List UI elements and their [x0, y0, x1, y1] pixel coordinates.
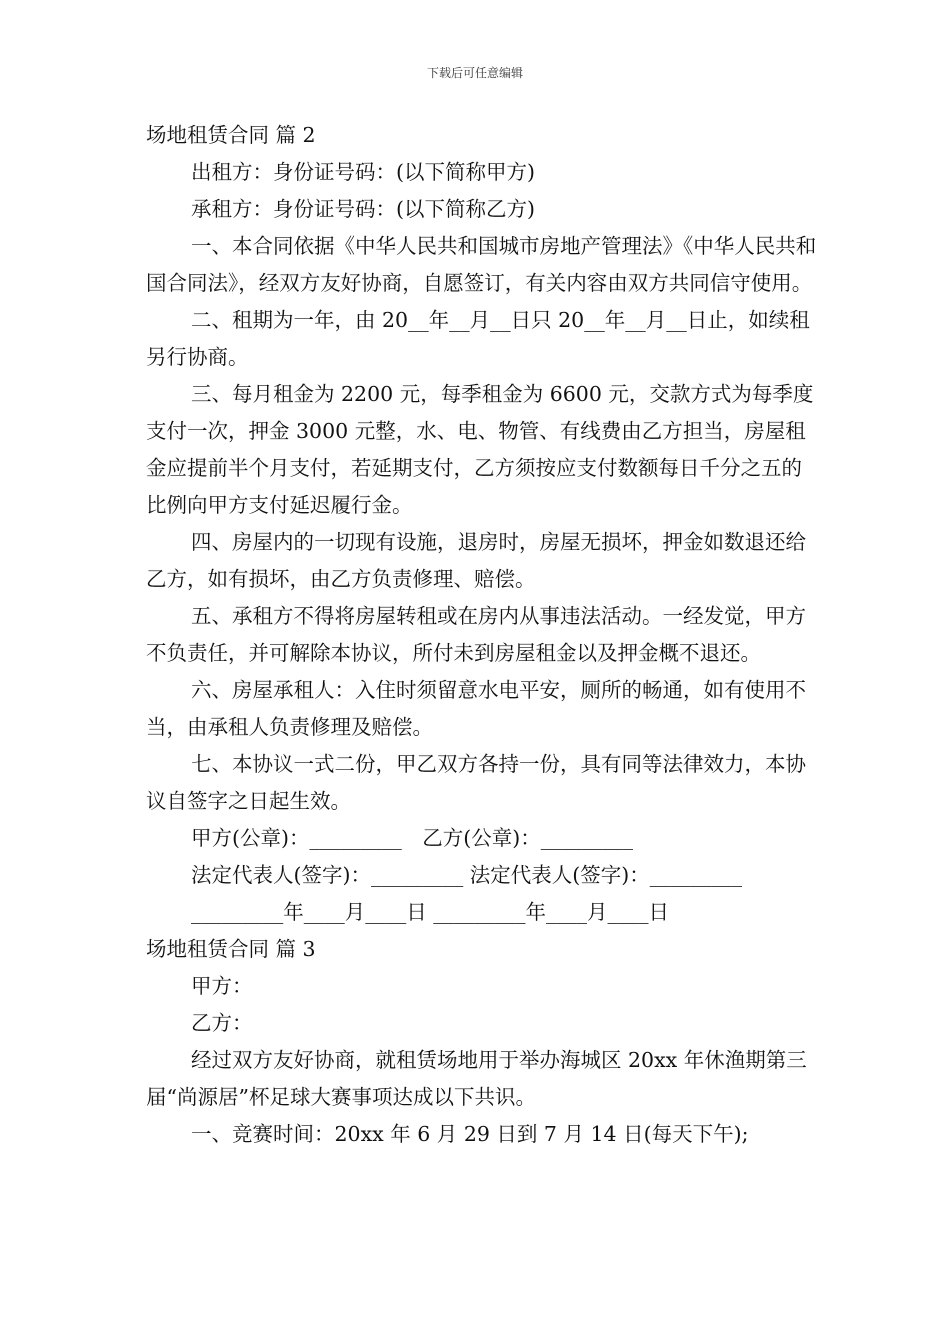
paragraph: 四、房屋内的一切现有设施，退房时，房屋无损坏，押金如数退还给乙方，如有损坏，由乙方负责修理、赔偿。	[146, 530, 806, 591]
paragraph: 五、承租方不得将房屋转租或在房内从事违法活动。一经发觉，甲方不负责任，并可解除本协议，所付未到房屋租金以及押金概不退还。	[146, 604, 806, 665]
paragraph: 一、本合同依据《中华人民共和国城市房地产管理法》《中华人民共和国合同法》，经双方友好协商，自愿签订，有关内容由双方共同信守使用。	[146, 234, 817, 295]
paragraph: 甲方(公章)：_________ 乙方(公章)：_________	[191, 826, 633, 850]
paragraph: 一、竞赛时间：20xx 年 6 月 29 日到 7 月 14 日(每天下午);	[191, 1122, 749, 1146]
document-body	[146, 117, 822, 1153]
paragraph: 七、本协议一式二份，甲乙双方各持一份，具有同等法律效力，本协议自签字之日起生效。	[146, 752, 806, 813]
paragraph: 甲方：	[191, 974, 253, 998]
section-title: 场地租赁合同 篇 2	[146, 123, 316, 147]
paragraph: 三、每月租金为 2200 元，每季租金为 6600 元，交款方式为每季度支付一次，押金 3000 元整，水、电、物管、有线费由乙方担当，房屋租金应提前半个月支付，若延期支付，乙方须按应支付数额每日千分之五的比例向甲方支付延迟履行金。	[146, 382, 814, 517]
paragraph: 二、租期为一年，由 20__年__月__日只 20__年__月__日止，如续租另行协商。	[146, 308, 810, 369]
section-title: 场地租赁合同 篇 3	[146, 937, 316, 961]
paragraph: 乙方：	[191, 1011, 253, 1035]
paragraph: 六、房屋承租人：入住时须留意水电平安，厕所的畅通，如有使用不当，由承租人负责修理及赔偿。	[146, 678, 806, 739]
paragraph: 出租方：身份证号码：(以下简称甲方)	[191, 160, 535, 184]
paragraph: _________年____月____日 _________年____月____日	[191, 900, 670, 924]
paragraph: 经过双方友好协商，就租赁场地用于举办海城区 20xx 年休渔期第三届“尚源居”杯足球大赛事项达成以下共识。	[146, 1048, 807, 1109]
paragraph: 承租方：身份证号码：(以下简称乙方)	[191, 197, 535, 221]
paragraph: 法定代表人(签字)：_________ 法定代表人(签字)：_________	[191, 863, 743, 887]
page-header: 下载后可任意编辑	[426, 66, 523, 80]
